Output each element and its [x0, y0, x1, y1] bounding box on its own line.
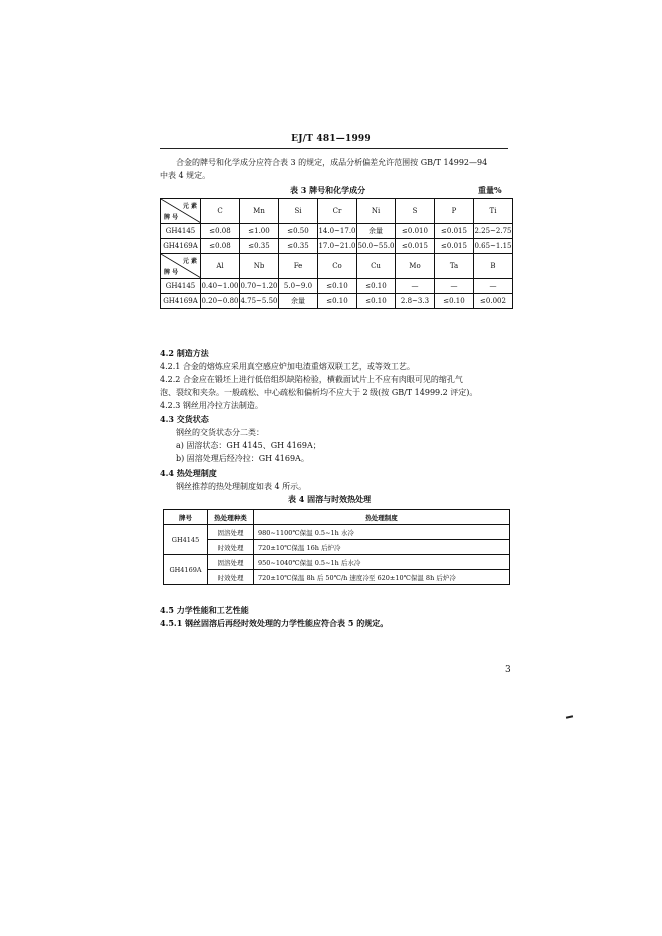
section-4-2-1: 4.2.1 合金的熔炼应采用真空感应炉加电渣重熔双联工艺，或等效工艺。 — [160, 362, 415, 371]
value-cell: — — [474, 279, 513, 294]
value-cell: ≤0.35 — [240, 239, 279, 254]
treatment-type-cell: 时效处理 — [208, 570, 254, 585]
element-header: Ni — [357, 199, 396, 224]
element-header: B — [474, 254, 513, 279]
value-cell: ≤0.010 — [396, 224, 435, 239]
element-header: Mn — [240, 199, 279, 224]
value-cell: 余量 — [357, 224, 396, 239]
heat-treatment-table — [163, 509, 510, 585]
grade-cell: GH4145 — [161, 224, 201, 239]
document-code: EJ/T 481—1999 — [291, 134, 371, 144]
table3-header-row-2 — [161, 254, 513, 279]
treatment-regime-header: 热处理制度 — [254, 510, 510, 525]
treatment-regime-cell: 950~1040℃保温 0.5~1h 后水冷 — [254, 555, 510, 570]
table3-unit: 重量% — [478, 185, 502, 195]
value-cell: ≤0.10 — [357, 294, 396, 309]
table-row — [164, 540, 510, 555]
section-4-4-text: 钢丝推荐的热处理制度如表 4 所示。 — [176, 482, 307, 491]
value-cell: ≤0.50 — [279, 224, 318, 239]
value-cell: ≤0.10 — [435, 294, 474, 309]
section-4-2-title: 4.2 制造方法 — [160, 348, 209, 358]
grade-cell: GH4169A — [161, 294, 201, 309]
value-cell: ≤0.10 — [318, 294, 357, 309]
element-header: Co — [318, 254, 357, 279]
section-4-3-item-a: a) 固溶状态：GH 4145、GH 4169A； — [176, 441, 321, 450]
value-cell: ≤0.002 — [474, 294, 513, 309]
section-4-5-title: 4.5 力学性能和工艺性能 — [160, 605, 249, 615]
section-4-3-item-b: b) 固溶处理后经冷拉：GH 4169A。 — [176, 454, 309, 463]
value-cell: 0.65~1.15 — [474, 239, 513, 254]
header-rule — [160, 148, 508, 149]
treatment-regime-cell: 720±10℃保温 8h 后 50℃/h 速度冷至 620±10℃保温 8h 后炉冷 — [254, 570, 510, 585]
value-cell: 17.0~21.0 — [318, 239, 357, 254]
section-4-5-1: 4.5.1 钢丝固溶后再经时效处理的力学性能应符合表 5 的规定。 — [160, 618, 389, 628]
table-row — [161, 239, 513, 254]
treatment-type-cell: 时效处理 — [208, 540, 254, 555]
section-4-2-2-line-1: 4.2.2 合金应在锻坯上进行低倍组织缺陷检验，横截面试片上不应有肉眼可见的缩孔气 — [160, 375, 463, 384]
value-cell: 2.25~2.75 — [474, 224, 513, 239]
value-cell: ≤0.35 — [279, 239, 318, 254]
section-4-4-title: 4.4 热处理制度 — [160, 468, 217, 478]
element-header: Si — [279, 199, 318, 224]
grade-cell: GH4169A — [161, 239, 201, 254]
section-4-2-2-line-2: 泡、裂纹和夹杂。一般疏松、中心疏松和偏析均不应大于 2 级(按 GB/T 14999.2 评定)。 — [160, 388, 478, 397]
element-header: Nb — [240, 254, 279, 279]
section-4-3-title: 4.3 交货状态 — [160, 414, 209, 424]
element-header: P — [435, 199, 474, 224]
composition-table — [160, 198, 513, 309]
value-cell: — — [396, 279, 435, 294]
corner-grade-label: 牌 号 — [164, 269, 179, 276]
value-cell: 4.75~5.50 — [240, 294, 279, 309]
element-header: Ta — [435, 254, 474, 279]
section-4-3-text: 钢丝的交货状态分二类： — [176, 428, 264, 437]
element-header: S — [396, 199, 435, 224]
table-row — [161, 294, 513, 309]
table-row — [164, 570, 510, 585]
table3-caption: 表 3 牌号和化学成分 — [290, 185, 366, 195]
table-row — [161, 224, 513, 239]
element-header: C — [201, 199, 240, 224]
value-cell: 0.40~1.00 — [201, 279, 240, 294]
table-row — [161, 279, 513, 294]
value-cell: ≤0.10 — [318, 279, 357, 294]
corner-element-label: 元 素 — [182, 258, 197, 265]
value-cell: ≤0.015 — [435, 224, 474, 239]
table-row — [164, 555, 510, 570]
value-cell: 2.8~3.3 — [396, 294, 435, 309]
value-cell: ≤1.00 — [240, 224, 279, 239]
corner-cell — [161, 254, 201, 279]
element-header: Cr — [318, 199, 357, 224]
value-cell: 余量 — [279, 294, 318, 309]
element-header: Cu — [357, 254, 396, 279]
value-cell: — — [435, 279, 474, 294]
table4-header-row — [164, 510, 510, 525]
table-row — [164, 525, 510, 540]
treatment-type-cell: 固溶处理 — [208, 555, 254, 570]
corner-grade-label: 牌 号 — [164, 214, 179, 221]
value-cell: ≤0.015 — [435, 239, 474, 254]
value-cell: 0.70~1.20 — [240, 279, 279, 294]
corner-element-label: 元 素 — [182, 203, 197, 210]
scan-mark — [566, 715, 573, 718]
value-cell: ≤0.10 — [357, 279, 396, 294]
intro-line-2: 中表 4 规定。 — [160, 171, 211, 180]
value-cell: 50.0~55.0 — [357, 239, 396, 254]
value-cell: ≤0.08 — [201, 239, 240, 254]
table3-header-row-1 — [161, 199, 513, 224]
treatment-regime-cell: 980~1100℃保温 0.5~1h 水冷 — [254, 525, 510, 540]
value-cell: 5.0~9.0 — [279, 279, 318, 294]
treatment-type-header: 热处理种类 — [208, 510, 254, 525]
value-cell: 14.0~17.0 — [318, 224, 357, 239]
element-header: Fe — [279, 254, 318, 279]
table4-caption: 表 4 固溶与时效热处理 — [288, 494, 372, 504]
grade-cell: GH4145 — [164, 525, 208, 555]
value-cell: 0.20~0.80 — [201, 294, 240, 309]
grade-header: 牌号 — [164, 510, 208, 525]
treatment-type-cell: 固溶处理 — [208, 525, 254, 540]
corner-cell — [161, 199, 201, 224]
element-header: Al — [201, 254, 240, 279]
element-header: Ti — [474, 199, 513, 224]
grade-cell: GH4145 — [161, 279, 201, 294]
section-4-2-3: 4.2.3 钢丝用冷拉方法制造。 — [160, 401, 263, 410]
treatment-regime-cell: 720±10℃保温 16h 后炉冷 — [254, 540, 510, 555]
element-header: Mo — [396, 254, 435, 279]
grade-cell: GH4169A — [164, 555, 208, 585]
value-cell: ≤0.08 — [201, 224, 240, 239]
value-cell: ≤0.015 — [396, 239, 435, 254]
intro-line-1: 合金的牌号和化学成分应符合表 3 的规定，成品分析偏差允许范围按 GB/T 14992—94 — [176, 158, 488, 167]
page-number: 3 — [505, 665, 511, 675]
